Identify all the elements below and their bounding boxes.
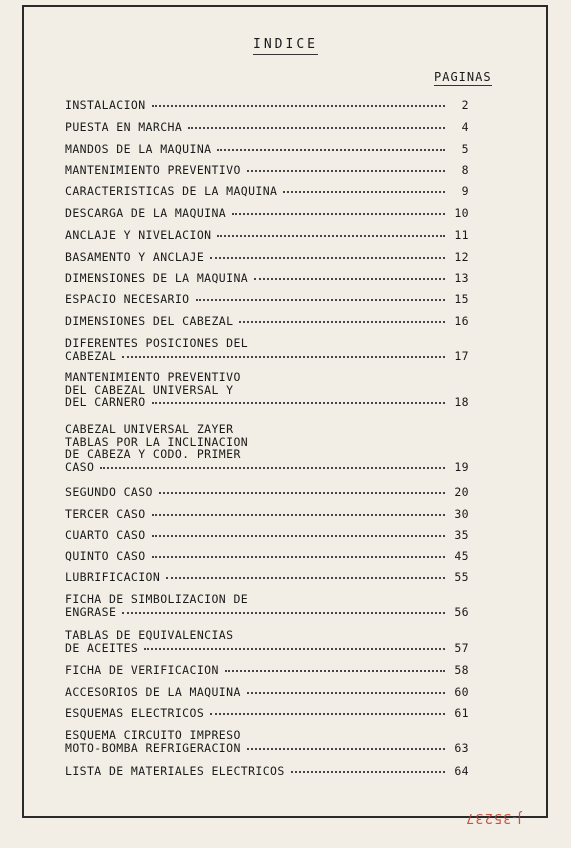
toc-entry-text: TABLAS POR LA INCLINACION (65, 434, 249, 449)
dot-leader (196, 299, 445, 301)
toc-entry (65, 593, 469, 618)
toc-entry-row (65, 529, 469, 542)
toc-entry (65, 185, 469, 198)
dot-leader (247, 748, 445, 750)
toc-entry-text: MANDOS DE LA MAQUINA (65, 142, 212, 156)
toc-entry-row (65, 742, 469, 755)
dot-leader (283, 191, 445, 193)
toc-entry-text: MANTENIMIENTO PREVENTIVO (65, 163, 241, 177)
toc-page-number: 61 (454, 706, 469, 720)
toc-entry-text: DIFERENTES POSICIONES DEL (65, 336, 249, 350)
toc-entry (65, 293, 469, 306)
dot-leader (188, 127, 445, 129)
toc-entry-row (65, 707, 469, 720)
toc-entry (65, 686, 469, 699)
toc-entry-row (65, 664, 469, 677)
toc-entry (65, 143, 469, 156)
toc-entry-row (65, 571, 469, 584)
toc-entry (65, 729, 469, 754)
toc-page-number: 5 (461, 142, 469, 156)
dot-leader (225, 670, 445, 672)
toc-page-number: 45 (454, 549, 469, 563)
toc-entry (65, 550, 469, 563)
toc-entry (65, 99, 469, 112)
toc-entry-text: DEL CABEZAL UNIVERSAL Y (65, 382, 234, 397)
toc-entry-row (65, 251, 469, 264)
dot-leader (122, 612, 445, 614)
toc-entry-text: CABEZAL (65, 348, 117, 363)
toc-entry-text: DESCARGA DE LA MAQUINA (65, 206, 227, 220)
toc-entry-row (65, 550, 469, 563)
toc-entry (65, 251, 469, 264)
toc-entry-text: CUARTO CASO (65, 528, 146, 542)
toc-entry-text: LUBRIFICACION (65, 570, 161, 584)
toc-entry-text: FICHA DE SIMBOLIZACION DE (65, 592, 249, 606)
toc-entry-text: CABEZAL UNIVERSAL ZAYER (65, 422, 234, 436)
toc-page-number: 58 (454, 663, 469, 677)
toc-entry-row (65, 350, 469, 363)
dot-leader (152, 514, 445, 516)
dot-leader (217, 149, 445, 151)
toc-page-number: 16 (454, 314, 469, 328)
dot-leader (166, 577, 445, 579)
toc-entry-text: DEL CARNERO (65, 395, 146, 409)
toc-page-number: 56 (454, 604, 469, 619)
dot-leader (159, 492, 445, 494)
toc-entry-text: BASAMENTO Y ANCLAJE (65, 250, 205, 264)
toc-entry-row (65, 229, 469, 242)
toc-entry-row (65, 396, 469, 409)
toc-page-number: 20 (454, 485, 469, 499)
toc-entry-text: ENGRASE (65, 604, 117, 619)
toc-entry-text: ESPACIO NECESARIO (65, 292, 190, 306)
toc-entry-text: CARACTERISTICAS DE LA MAQUINA (65, 184, 278, 198)
toc-entry-row (65, 486, 469, 499)
toc-entry-text: DE CABEZA Y CODO. PRIMER (65, 447, 241, 461)
toc-entry-text: MOTO-BOMBA REFRIGERACION (65, 740, 241, 755)
dot-leader (232, 213, 445, 215)
toc-entry-text: ESQUEMA CIRCUITO IMPRESO (65, 728, 241, 742)
toc-entry (65, 664, 469, 677)
dot-leader (152, 556, 445, 558)
dot-leader (217, 235, 445, 237)
toc-entry-text: INSTALACION (65, 98, 146, 112)
toc-entry-row (65, 272, 469, 285)
toc-page-number: 55 (454, 570, 469, 584)
toc-page-number: 30 (454, 507, 469, 521)
dot-leader (254, 278, 445, 280)
toc-entry (65, 315, 469, 328)
dot-leader (247, 170, 445, 172)
toc-entry-row (65, 686, 469, 699)
toc-page-number: 11 (454, 228, 469, 242)
toc-page-number: 13 (454, 271, 469, 285)
toc-entry-text: CASO (65, 459, 95, 474)
toc-page-number: 64 (454, 764, 469, 778)
toc-entry-row (65, 765, 469, 778)
toc-entry-row (65, 185, 469, 198)
toc-page-number: 57 (454, 640, 469, 655)
dot-leader (247, 692, 445, 694)
toc-entry (65, 765, 469, 778)
toc-entry (65, 164, 469, 177)
toc-entry (65, 629, 469, 654)
dot-leader (100, 467, 445, 469)
dot-leader (210, 713, 445, 715)
toc-entry-row (65, 164, 469, 177)
toc-page-number: 19 (454, 459, 469, 474)
toc-entry-text: TABLAS DE EQUIVALENCIAS (65, 628, 234, 642)
toc-entry-text: DE ACEITES (65, 640, 139, 655)
toc-entry (65, 371, 469, 409)
toc-entry (65, 508, 469, 521)
toc-page-number: 60 (454, 685, 469, 699)
toc-entry-text: MANTENIMIENTO PREVENTIVO (65, 370, 241, 384)
toc-entry-text: DIMENSIONES DEL CABEZAL (65, 314, 234, 328)
toc-entry-text: TERCER CASO (65, 507, 146, 521)
toc-entry (65, 529, 469, 542)
page-title: INDICE (0, 37, 571, 52)
toc-entry-text: SEGUNDO CASO (65, 485, 153, 499)
toc-page-number: 17 (454, 348, 469, 363)
toc-page-number: 9 (461, 184, 469, 198)
toc-entry-row (65, 207, 469, 220)
toc-page-number: 10 (454, 206, 469, 220)
toc-entry (65, 707, 469, 720)
toc-entry-text: QUINTO CASO (65, 549, 146, 563)
toc-entry-row (65, 461, 469, 474)
toc-page-number: 12 (454, 250, 469, 264)
toc-entry (65, 571, 469, 584)
toc-entry-text: LISTA DE MATERIALES ELECTRICOS (65, 764, 285, 778)
toc-entry (65, 423, 469, 473)
toc-page-number: 35 (454, 528, 469, 542)
dot-leader (122, 356, 445, 358)
archive-stamp: J-35237 (465, 810, 522, 825)
toc-entry (65, 272, 469, 285)
toc-page-number: 8 (461, 163, 469, 177)
toc-entry-row (65, 315, 469, 328)
toc-page-number: 63 (454, 740, 469, 755)
toc-entry-text: FICHA DE VERIFICACION (65, 663, 219, 677)
toc-entry (65, 229, 469, 242)
toc-entry-row (65, 606, 469, 619)
toc-entry-row (65, 99, 469, 112)
toc-entry (65, 486, 469, 499)
toc-entry (65, 121, 469, 134)
toc-page-number: 2 (461, 98, 469, 112)
toc-entry-text: ANCLAJE Y NIVELACION (65, 228, 212, 242)
toc-entry-row (65, 642, 469, 655)
dot-leader (152, 535, 445, 537)
dot-leader (152, 402, 445, 404)
dot-leader (291, 771, 445, 773)
toc-entry-row (65, 121, 469, 134)
dot-leader (210, 257, 445, 259)
toc-entry-text: ESQUEMAS ELECTRICOS (65, 706, 205, 720)
toc-page-number: 15 (454, 292, 469, 306)
toc-page-number: 4 (461, 120, 469, 134)
dot-leader (239, 321, 445, 323)
toc-entry-text: PUESTA EN MARCHA (65, 120, 183, 134)
toc-entry-text: ACCESORIOS DE LA MAQUINA (65, 685, 241, 699)
toc-entry (65, 207, 469, 220)
toc-entry-row (65, 143, 469, 156)
toc-page-number: 18 (454, 395, 469, 409)
pages-column-header: PAGINAS (434, 70, 492, 84)
dot-leader (152, 105, 445, 107)
toc-entry-text: DIMENSIONES DE LA MAQUINA (65, 271, 249, 285)
toc-entry (65, 337, 469, 362)
toc-entry-row (65, 508, 469, 521)
toc-entry-row (65, 293, 469, 306)
dot-leader (144, 648, 445, 650)
